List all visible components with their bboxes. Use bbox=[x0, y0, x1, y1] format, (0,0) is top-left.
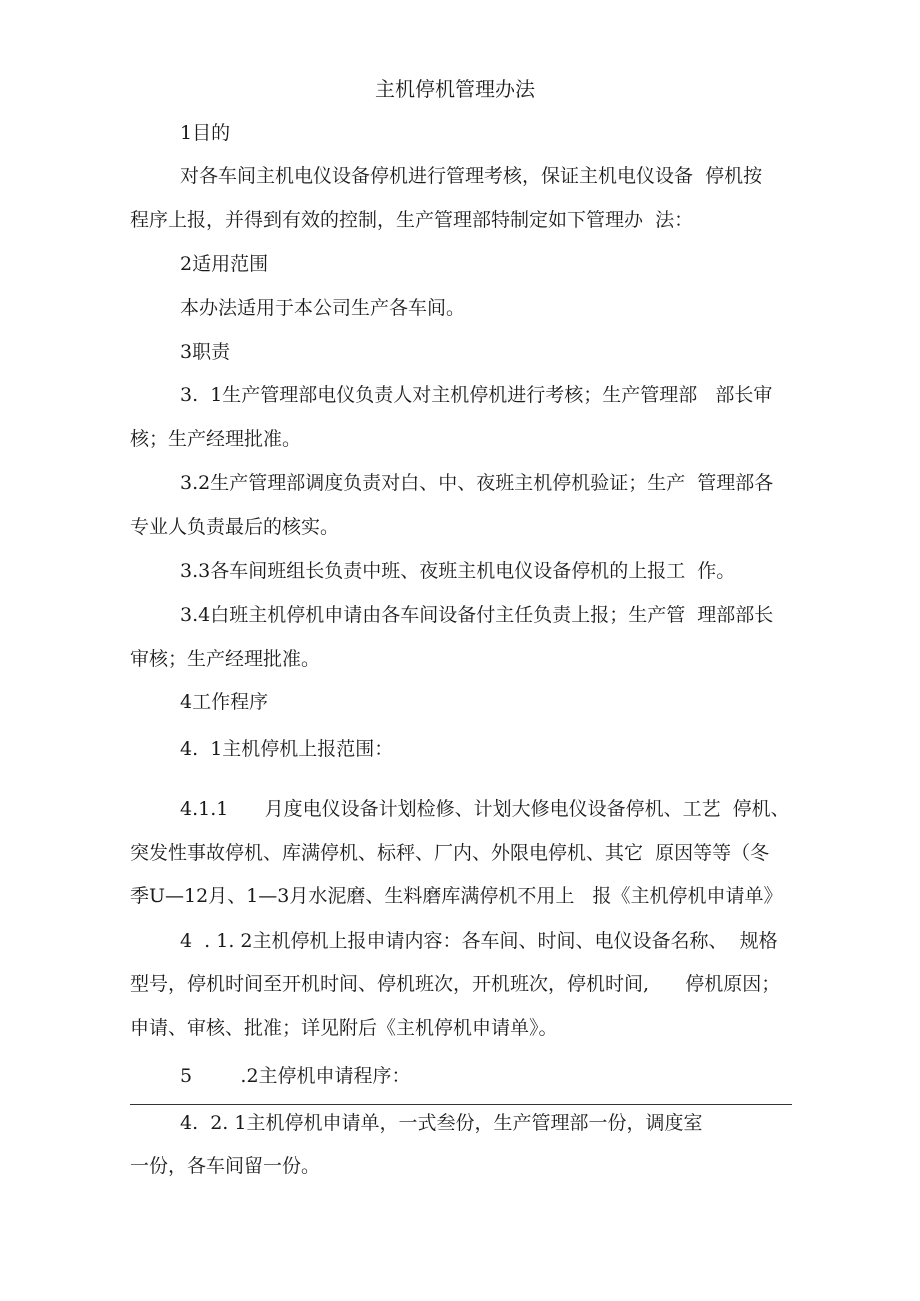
section-heading: 1目的 bbox=[180, 122, 231, 144]
paragraph-line: 一份，各车间留一份。 bbox=[130, 1155, 321, 1177]
document-title: 主机停机管理办法 bbox=[375, 77, 535, 101]
paragraph-line: 4 . 1. 2主机停机上报申请内容：各车间、时间、电仪设备名称、 规格 bbox=[180, 930, 778, 952]
paragraph-line: 突发性事故停机、库满停机、标秤、厂内、外限电停机、其它 原因等等（冬 bbox=[130, 842, 770, 864]
paragraph-line: 4. 2. 1主机停机申请单，一式叁份，生产管理部一份，调度室 bbox=[180, 1112, 703, 1134]
section-heading: 4工作程序 bbox=[180, 691, 269, 713]
paragraph-line: 本办法适用于本公司生产各车间。 bbox=[180, 297, 466, 319]
paragraph-line: 对各车间主机电仪设备停机进行管理考核，保证主机电仪设备 停机按 bbox=[180, 165, 763, 187]
paragraph-line: 专业人负责最后的核实。 bbox=[130, 516, 340, 538]
subsection-heading: 5 .2主停机申请程序： bbox=[180, 1065, 411, 1087]
paragraph-line: 核；生产经理批准。 bbox=[130, 428, 302, 450]
section-heading: 3职责 bbox=[180, 341, 231, 363]
paragraph-line: 3.3各车间班组长负责中班、夜班主机电仪设备停机的上报工 作。 bbox=[180, 560, 736, 582]
paragraph-line: 申请、审核、批准；详见附后《主机停机申请单》。 bbox=[130, 1017, 558, 1039]
paragraph-line: 3.4白班主机停机申请由各车间设备付主任负责上报；生产管 理部部长 bbox=[180, 604, 774, 626]
section-heading: 2适用范围 bbox=[180, 253, 269, 275]
paragraph-line: 3.2生产管理部调度负责对白、中、夜班主机停机验证；生产 管理部各 bbox=[180, 472, 774, 494]
paragraph-line: 季U—12月、1—3月水泥磨、生料磨库满停机不用上 报《主机停机申请单》 bbox=[130, 885, 783, 907]
paragraph-line: 4.1.1 月度电仪设备计划检修、计划大修电仪设备停机、工艺 停机、 bbox=[180, 798, 790, 820]
paragraph-line: 程序上报，并得到有效的控制，生产管理部特制定如下管理办 法： bbox=[130, 209, 694, 231]
paragraph-line: 3. 1生产管理部电仪负责人对主机停机进行考核；生产管理部 部长审 bbox=[180, 384, 773, 406]
paragraph-line: 型号，停机时间至开机时间、停机班次，开机班次，停机时间, 停机原因； bbox=[130, 973, 781, 995]
subsection-heading: 4. 1主机停机上报范围： bbox=[180, 738, 394, 760]
horizontal-divider bbox=[130, 1104, 792, 1105]
paragraph-line: 审核；生产经理批准。 bbox=[130, 648, 321, 670]
